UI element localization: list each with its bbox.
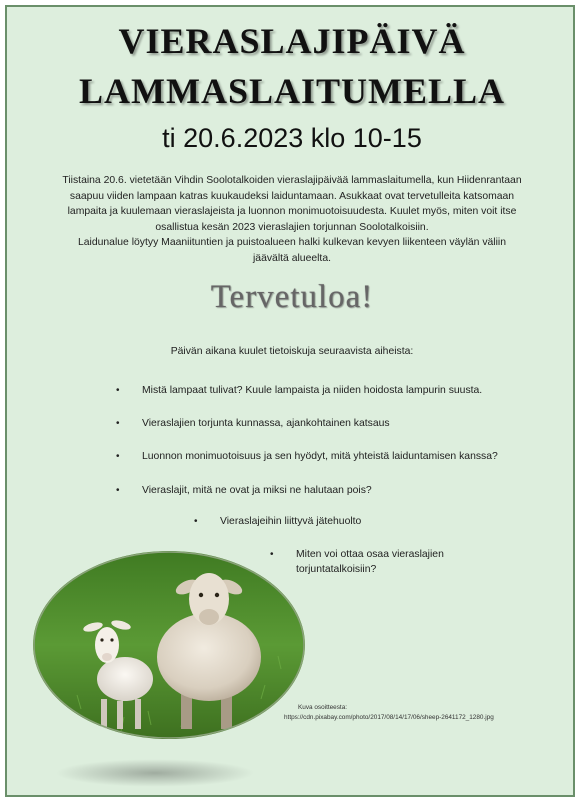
bullet-icon: • xyxy=(270,549,274,560)
topic-item xyxy=(116,449,498,464)
topic-item xyxy=(270,547,496,577)
credit-url[interactable]: https://cdn.pixabay.com/photo/2017/08/14/17/06/sheep-2641172_1280.jpg xyxy=(284,714,494,721)
intro-line: Laidunalue löytyy Maaniituntien ja puistoalueen halki kulkevan kevyen liikenteen väylän väliin xyxy=(77,237,506,248)
topic-item xyxy=(116,383,483,398)
topic-item xyxy=(116,416,390,431)
intro-line: osallistua kesän 2023 vieraslajien torjunnan Soolotalkoisiin. xyxy=(155,221,429,233)
bullet-icon: • xyxy=(116,451,120,462)
credit-label: Kuva osoitteesta: xyxy=(298,704,348,711)
intro-line: lampaita ja kuulemaan vieraslajeista ja luonnon monimuotoisuudesta. Kuulet myös, miten voit itse xyxy=(67,206,517,217)
bullet-icon: • xyxy=(116,385,120,396)
event-date: ti 20.6.2023 klo 10-15 xyxy=(162,123,422,153)
topic-text: Miten voi ottaa osaa vieraslajien torjuntatalkoisiin? xyxy=(296,549,444,575)
welcome-heading: Tervetuloa! xyxy=(210,279,374,315)
topic-item xyxy=(194,514,362,529)
title-line-1: VIERASLAJIPÄIVÄ xyxy=(118,21,466,61)
topics-lead: Päivän aikana kuulet tietoiskuja seuraavista aiheista: xyxy=(170,346,414,357)
bullet-icon: • xyxy=(116,418,120,429)
sheep-photo xyxy=(31,549,307,741)
photo-shadow xyxy=(55,759,255,787)
bullet-icon: • xyxy=(194,516,198,527)
sheep-photo-illustration xyxy=(31,549,307,741)
topic-text: Luonnon monimuotoisuus ja sen hyödyt, mitä yhteistä laiduntamisen kanssa? xyxy=(142,451,498,462)
topic-text: Vieraslajien torjunta kunnassa, ajankohtainen katsaus xyxy=(142,418,390,429)
intro-line: jäävältä alueelta. xyxy=(253,252,331,264)
intro-line: Tiistaina 20.6. vietetään Vihdin Soolotalkoiden vieraslajipäivää lammaslaitumella, kun Hiidenrantaan xyxy=(62,175,522,186)
topic-item xyxy=(116,483,372,498)
poster-page xyxy=(5,5,575,797)
intro-paragraph xyxy=(45,173,539,266)
topic-text: Vieraslajit, mitä ne ovat ja miksi ne halutaan pois? xyxy=(142,485,372,496)
topic-text: Mistä lampaat tulivat? Kuule lampaista ja niiden hoidosta lampurin suusta. xyxy=(142,385,483,396)
photo-credit xyxy=(284,703,494,723)
bullet-icon: • xyxy=(116,485,120,496)
intro-line: saapuu viiden lampaan katras kuukaudeksi laiduntamaan. Asukkaat ovat tervetulleita katsomaan xyxy=(69,190,515,202)
topic-text: Vieraslajeihin liittyvä jätehuolto xyxy=(220,516,362,527)
title-line-2: LAMMASLAITUMELLA xyxy=(78,71,506,111)
